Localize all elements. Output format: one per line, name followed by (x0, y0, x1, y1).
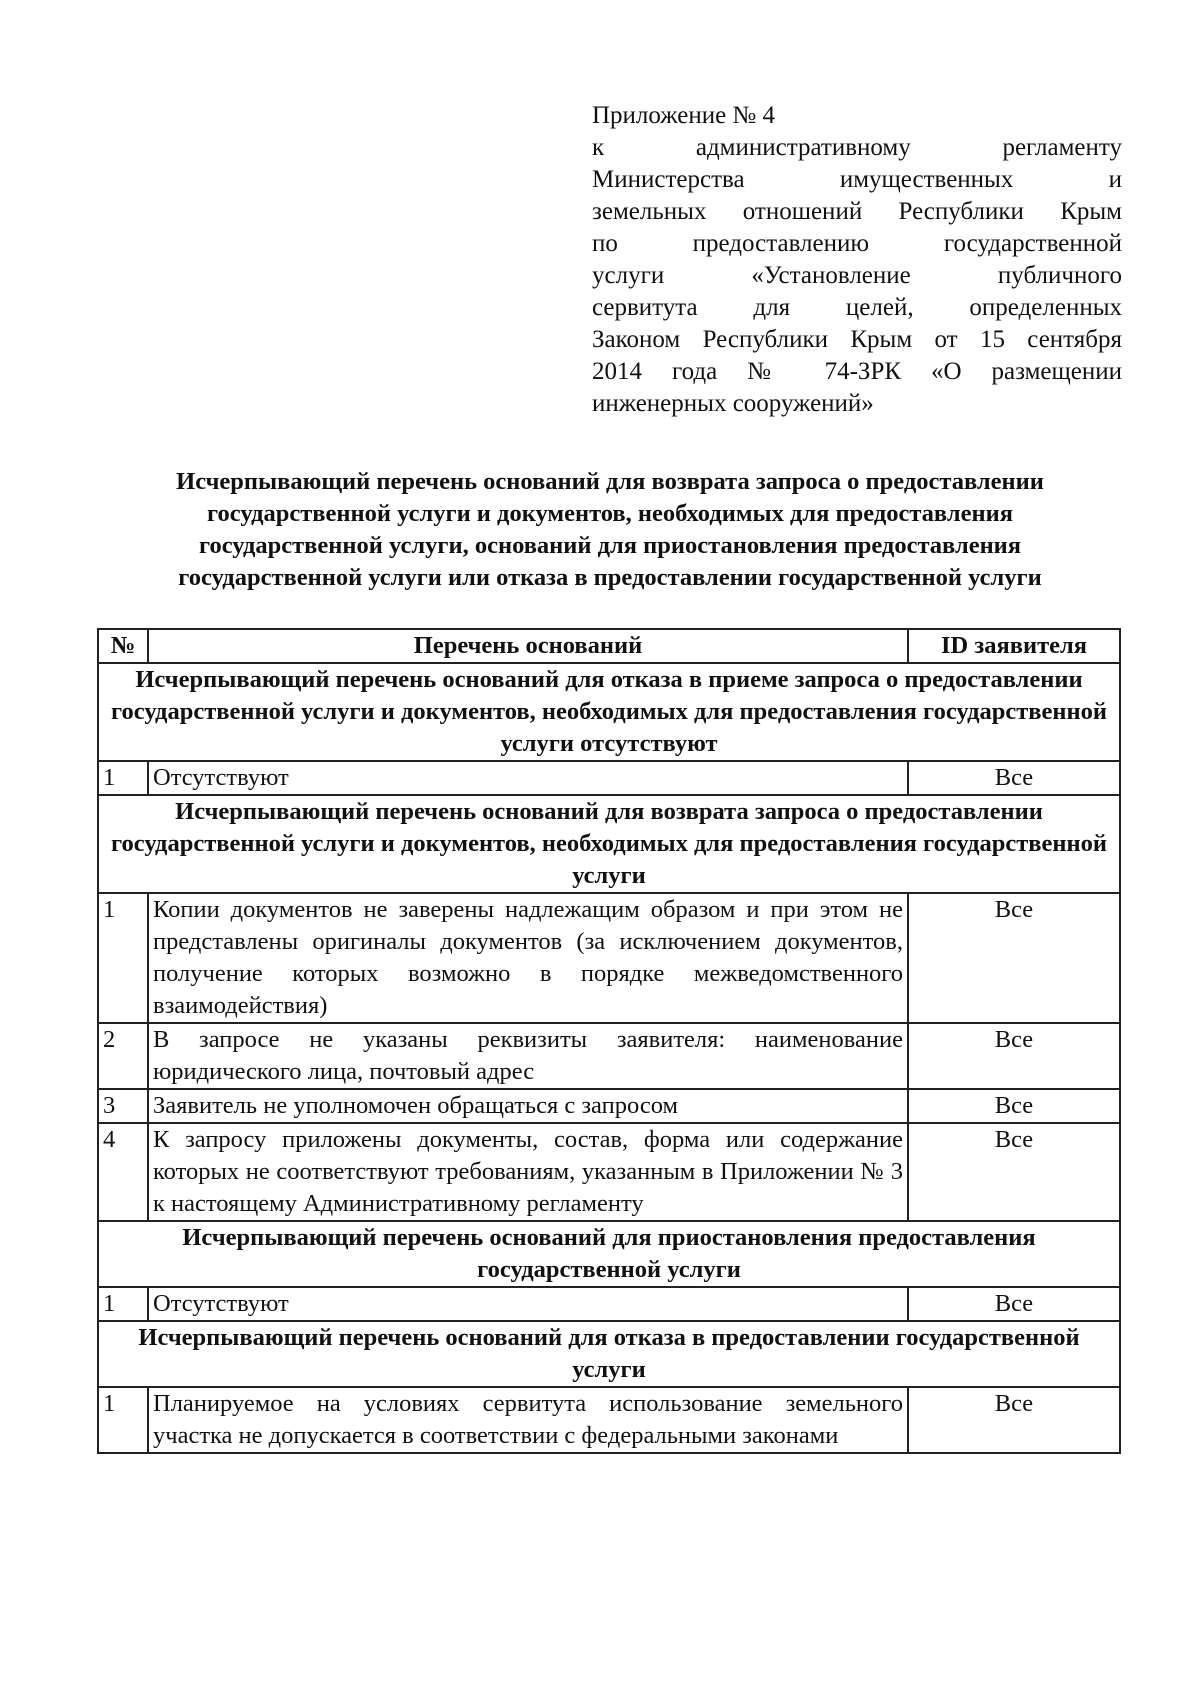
grounds-table (97, 628, 1121, 1454)
section-heading-row (98, 1321, 1120, 1387)
row-number: 1 (98, 893, 148, 1023)
header-number: № (98, 629, 148, 663)
section-heading-row (98, 663, 1120, 761)
annex-line: Законом Республики Крым от 15 сентября (592, 326, 1122, 353)
section-heading-row (98, 1221, 1120, 1287)
table-header-row (98, 629, 1120, 663)
row-applicant-id: Все (908, 761, 1120, 795)
row-text: Копии документов не заверены надлежащим образом и при этом не представлены оригиналы документов (за исключением документов, получение которых возможно в порядке межведомственного взаимодействия) (148, 893, 908, 1023)
row-number: 3 (98, 1089, 148, 1123)
section-heading: Исчерпывающий перечень оснований для возврата запроса о предоставлении государственной услуги и документов, необходимых для предоставления государственной услуги (98, 795, 1120, 893)
annex-line: Министерства имущественных и (592, 166, 1122, 193)
document-title (90, 466, 1130, 594)
annex-line: сервитута для целей, определенных (592, 294, 1122, 321)
row-text: Заявитель не уполномочен обращаться с запросом (148, 1089, 908, 1123)
row-number: 1 (98, 1287, 148, 1321)
row-text: Отсутствуют (148, 761, 908, 795)
table-row (98, 1387, 1120, 1453)
section-heading-row (98, 795, 1120, 893)
annex-line: по предоставлению государственной (592, 230, 1122, 257)
annex-line: инженерных сооружений» (592, 390, 874, 417)
annex-note (592, 100, 1122, 420)
row-text: Планируемое на условиях сервитута использование земельного участка не допускается в соответствии с федеральными законами (148, 1387, 908, 1453)
title-line: государственной услуги и документов, необходимых для предоставления (207, 500, 1013, 527)
row-text: Отсутствуют (148, 1287, 908, 1321)
annex-line: услуги «Установление публичного (592, 262, 1122, 289)
row-text: В запросе не указаны реквизиты заявителя: наименование юридического лица, почтовый адрес (148, 1023, 908, 1089)
annex-line: земельных отношений Республики Крым (592, 198, 1122, 225)
row-number: 1 (98, 1387, 148, 1453)
section-heading: Исчерпывающий перечень оснований для приостановления предоставления государственной услуги (98, 1221, 1120, 1287)
table-row (98, 761, 1120, 795)
row-applicant-id: Все (908, 1287, 1120, 1321)
row-applicant-id: Все (908, 1023, 1120, 1089)
title-line: государственной услуги или отказа в предоставлении государственной услуги (178, 564, 1042, 591)
row-number: 1 (98, 761, 148, 795)
table-row (98, 1287, 1120, 1321)
table-row (98, 1089, 1120, 1123)
row-applicant-id: Все (908, 893, 1120, 1023)
annex-line: Приложение № 4 (592, 102, 776, 129)
section-heading: Исчерпывающий перечень оснований для отказа в приеме запроса о предоставлении государственной услуги и документов, необходимых для предоставления государственной услуги отсутствуют (98, 663, 1120, 761)
title-line: государственной услуги, оснований для приостановления предоставления (198, 532, 1022, 559)
annex-line: к административному регламенту (592, 134, 1122, 161)
row-applicant-id: Все (908, 1089, 1120, 1123)
row-applicant-id: Все (908, 1123, 1120, 1221)
title-line: Исчерпывающий перечень оснований для возврата запроса о предоставлении (176, 468, 1044, 495)
header-grounds: Перечень оснований (148, 629, 908, 663)
row-number: 2 (98, 1023, 148, 1089)
header-applicant-id: ID заявителя (908, 629, 1120, 663)
table-row (98, 1123, 1120, 1221)
row-number: 4 (98, 1123, 148, 1221)
row-applicant-id: Все (908, 1387, 1120, 1453)
section-heading: Исчерпывающий перечень оснований для отказа в предоставлении государственной услуги (98, 1321, 1120, 1387)
table-row (98, 1023, 1120, 1089)
table-row (98, 893, 1120, 1023)
row-text: К запросу приложены документы, состав, форма или содержание которых не соответствуют требованиям, указанным в Приложении № 3 к настоящему Административному регламенту (148, 1123, 908, 1221)
annex-line: 2014 года № 74-ЗРК «О размещении (592, 358, 1122, 385)
